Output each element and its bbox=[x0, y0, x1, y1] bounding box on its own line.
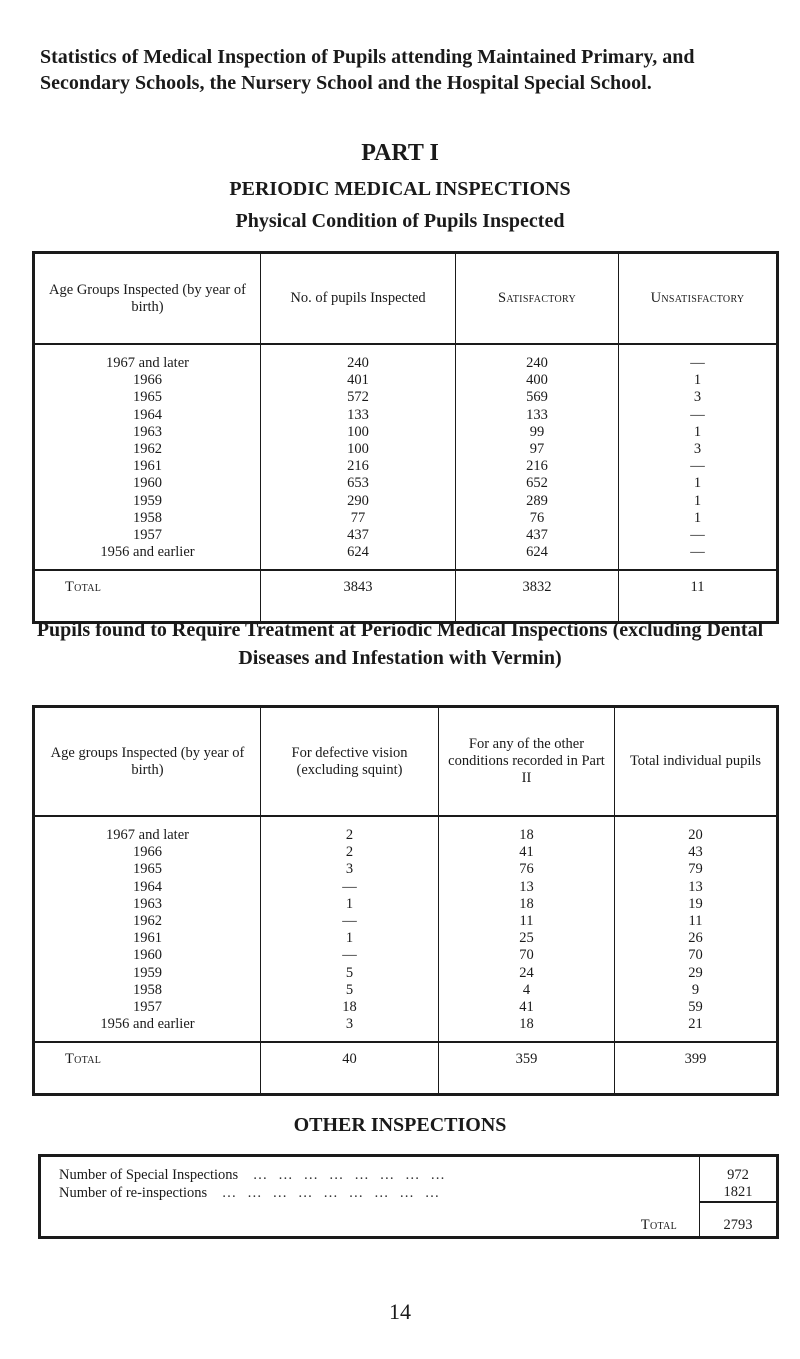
value-cell: 43 bbox=[615, 844, 778, 861]
treatment-title: Pupils found to Require Treatment at Periodic Medical Inspections (excluding Dental Diseases and Infestation with Vermin) bbox=[36, 619, 764, 669]
value-cell: — bbox=[619, 344, 778, 372]
age-group-cell: 1962 bbox=[133, 913, 162, 930]
value-cell: 3 bbox=[619, 389, 778, 406]
value-cell: 21 bbox=[615, 1016, 778, 1042]
value-cell: 1 bbox=[619, 424, 778, 441]
page-number: 14 bbox=[389, 1299, 411, 1324]
age-group-cell: 1966 bbox=[133, 372, 162, 389]
value-cell: 18 bbox=[439, 816, 615, 844]
value-cell: 240 bbox=[261, 344, 456, 372]
total-cell: 399 bbox=[615, 1042, 778, 1095]
value-cell: 18 bbox=[439, 896, 615, 913]
table-row bbox=[34, 879, 778, 896]
age-group-cell: 1961 bbox=[133, 458, 162, 475]
value-cell: 1 bbox=[261, 930, 439, 947]
section-title: PERIODIC MEDICAL INSPECTIONS bbox=[229, 178, 571, 200]
value-cell: 133 bbox=[456, 407, 619, 424]
table-row bbox=[34, 344, 778, 372]
table-row bbox=[34, 458, 778, 475]
value-cell: 77 bbox=[261, 510, 456, 527]
value-cell: 18 bbox=[439, 1016, 615, 1042]
special-inspections-label: Number of Special Inspections bbox=[59, 1167, 239, 1183]
age-group-cell: 1956 and earlier bbox=[100, 1016, 195, 1033]
reinspections-value: 1821 bbox=[700, 1184, 778, 1202]
total-cell: 359 bbox=[439, 1042, 615, 1095]
age-group-cell: 1966 bbox=[133, 844, 162, 861]
value-cell: 3 bbox=[619, 441, 778, 458]
table-row bbox=[34, 947, 778, 964]
table-body bbox=[34, 816, 778, 1042]
table-row bbox=[34, 389, 778, 406]
age-group-cell: 1967 and later bbox=[106, 355, 189, 371]
value-cell: 624 bbox=[261, 544, 456, 570]
age-group-cell: 1961 bbox=[133, 930, 162, 947]
value-cell: 18 bbox=[261, 999, 439, 1016]
column-header: For defective vision (excluding squint) bbox=[261, 707, 439, 817]
age-group-cell: 1958 bbox=[133, 509, 162, 526]
column-header: No. of pupils Inspected bbox=[261, 253, 456, 345]
age-group-cell: 1963 bbox=[133, 423, 162, 440]
value-cell: 70 bbox=[615, 947, 778, 964]
value-cell: 572 bbox=[261, 389, 456, 406]
value-cell: 624 bbox=[456, 544, 619, 570]
value-cell: 29 bbox=[615, 965, 778, 982]
value-cell: 5 bbox=[261, 965, 439, 982]
value-cell: — bbox=[619, 407, 778, 424]
age-group-cell: 1965 bbox=[133, 861, 162, 878]
table-row bbox=[34, 999, 778, 1016]
age-group-cell: 1962 bbox=[133, 441, 162, 458]
value-cell: 13 bbox=[439, 879, 615, 896]
age-group-cell: 1967 and later bbox=[106, 827, 189, 843]
value-cell: 70 bbox=[439, 947, 615, 964]
total-cell: 3843 bbox=[261, 570, 456, 623]
value-cell: 76 bbox=[439, 861, 615, 878]
value-cell: 437 bbox=[456, 527, 619, 544]
reinspections-label: Number of re-inspections bbox=[59, 1184, 208, 1201]
age-group-cell: 1963 bbox=[133, 895, 162, 912]
value-cell: 3 bbox=[261, 1016, 439, 1042]
total-cell: 11 bbox=[619, 570, 778, 623]
table-row bbox=[40, 1184, 778, 1202]
other-inspections-title: OTHER INSPECTIONS bbox=[293, 1114, 507, 1136]
value-cell: — bbox=[619, 544, 778, 570]
value-cell: 1 bbox=[261, 896, 439, 913]
age-group-cell: 1956 and earlier bbox=[100, 544, 195, 561]
value-cell: 13 bbox=[615, 879, 778, 896]
value-cell: 216 bbox=[456, 458, 619, 475]
value-cell: 5 bbox=[261, 982, 439, 999]
age-group-cell: 1959 bbox=[133, 964, 162, 981]
value-cell: 3 bbox=[261, 861, 439, 878]
table-row bbox=[34, 510, 778, 527]
value-cell: 41 bbox=[439, 844, 615, 861]
value-cell: 9 bbox=[615, 982, 778, 999]
table-row bbox=[34, 407, 778, 424]
total-row bbox=[34, 1042, 778, 1095]
age-group-cell: 1957 bbox=[133, 527, 162, 544]
table-row bbox=[34, 982, 778, 999]
other-inspections-table bbox=[38, 1154, 779, 1239]
other-total-value: 2793 bbox=[700, 1202, 778, 1238]
value-cell: 41 bbox=[439, 999, 615, 1016]
total-row bbox=[40, 1202, 778, 1238]
total-cell: 3832 bbox=[456, 570, 619, 623]
table-row bbox=[40, 1156, 778, 1185]
part-title: PART I bbox=[361, 140, 439, 166]
leader-dots: … … … … … … … … bbox=[241, 1167, 445, 1183]
report-intro-heading: Statistics of Medical Inspection of Pupils attending Maintained Primary, and Secondary Schools, the Nursery School and the Hospital Special School. bbox=[40, 46, 695, 94]
table-row bbox=[34, 441, 778, 458]
table-row bbox=[34, 965, 778, 982]
age-group-cell: 1959 bbox=[133, 492, 162, 509]
age-group-cell: 1965 bbox=[133, 389, 162, 406]
value-cell: 653 bbox=[261, 475, 456, 492]
leader-dots: … … … … … … … … … bbox=[210, 1184, 440, 1201]
column-header: Age groups Inspected (by year of birth) bbox=[34, 707, 261, 817]
value-cell: 2 bbox=[261, 816, 439, 844]
value-cell: 1 bbox=[619, 475, 778, 492]
age-group-cell: 1964 bbox=[133, 406, 162, 423]
value-cell: 290 bbox=[261, 493, 456, 510]
value-cell: 4 bbox=[439, 982, 615, 999]
value-cell: — bbox=[261, 947, 439, 964]
total-label: Total bbox=[34, 570, 261, 623]
value-cell: 133 bbox=[261, 407, 456, 424]
age-group-cell: 1960 bbox=[133, 947, 162, 964]
value-cell: 1 bbox=[619, 372, 778, 389]
value-cell: 59 bbox=[615, 999, 778, 1016]
value-cell: 20 bbox=[615, 816, 778, 844]
value-cell: 652 bbox=[456, 475, 619, 492]
table-row bbox=[34, 861, 778, 878]
table-row bbox=[34, 475, 778, 492]
total-label: Total bbox=[34, 1042, 261, 1095]
value-cell: 97 bbox=[456, 441, 619, 458]
age-group-cell: 1960 bbox=[133, 475, 162, 492]
age-group-cell: 1964 bbox=[133, 878, 162, 895]
value-cell: — bbox=[261, 879, 439, 896]
table-row bbox=[34, 1016, 778, 1042]
physical-condition-title: Physical Condition of Pupils Inspected bbox=[235, 210, 565, 232]
age-group-cell: 1958 bbox=[133, 981, 162, 998]
table-body bbox=[34, 344, 778, 570]
table-row bbox=[34, 424, 778, 441]
value-cell: — bbox=[619, 527, 778, 544]
value-cell: 11 bbox=[439, 913, 615, 930]
table-row bbox=[34, 527, 778, 544]
value-cell: 11 bbox=[615, 913, 778, 930]
table-row bbox=[34, 493, 778, 510]
treatment-table bbox=[32, 705, 779, 1096]
value-cell: 437 bbox=[261, 527, 456, 544]
value-cell: 1 bbox=[619, 510, 778, 527]
value-cell: 1 bbox=[619, 493, 778, 510]
column-header: Age Groups Inspected (by year of birth) bbox=[34, 253, 261, 345]
other-total-label: Total bbox=[640, 1216, 677, 1233]
value-cell: 76 bbox=[456, 510, 619, 527]
age-group-cell: 1957 bbox=[133, 999, 162, 1016]
value-cell: 19 bbox=[615, 896, 778, 913]
table-row bbox=[34, 844, 778, 861]
value-cell: 569 bbox=[456, 389, 619, 406]
value-cell: 25 bbox=[439, 930, 615, 947]
physical-condition-table bbox=[32, 251, 779, 624]
column-header: Unsatisfactory bbox=[619, 253, 778, 345]
table-row bbox=[34, 896, 778, 913]
table-row bbox=[34, 372, 778, 389]
column-header: For any of the other conditions recorded in Part II bbox=[439, 707, 615, 817]
special-inspections-value: 972 bbox=[700, 1156, 778, 1185]
value-cell: — bbox=[261, 913, 439, 930]
column-header: Satisfactory bbox=[456, 253, 619, 345]
value-cell: 400 bbox=[456, 372, 619, 389]
value-cell: 240 bbox=[456, 344, 619, 372]
value-cell: 2 bbox=[261, 844, 439, 861]
value-cell: 401 bbox=[261, 372, 456, 389]
value-cell: 26 bbox=[615, 930, 778, 947]
total-cell: 40 bbox=[261, 1042, 439, 1095]
value-cell: 100 bbox=[261, 441, 456, 458]
value-cell: 216 bbox=[261, 458, 456, 475]
table-row bbox=[34, 913, 778, 930]
value-cell: 79 bbox=[615, 861, 778, 878]
column-header: Total individual pupils bbox=[615, 707, 778, 817]
table-row bbox=[34, 930, 778, 947]
value-cell: 99 bbox=[456, 424, 619, 441]
value-cell: 100 bbox=[261, 424, 456, 441]
value-cell: 24 bbox=[439, 965, 615, 982]
value-cell: — bbox=[619, 458, 778, 475]
value-cell: 289 bbox=[456, 493, 619, 510]
table-row bbox=[34, 816, 778, 844]
table-row bbox=[34, 544, 778, 570]
